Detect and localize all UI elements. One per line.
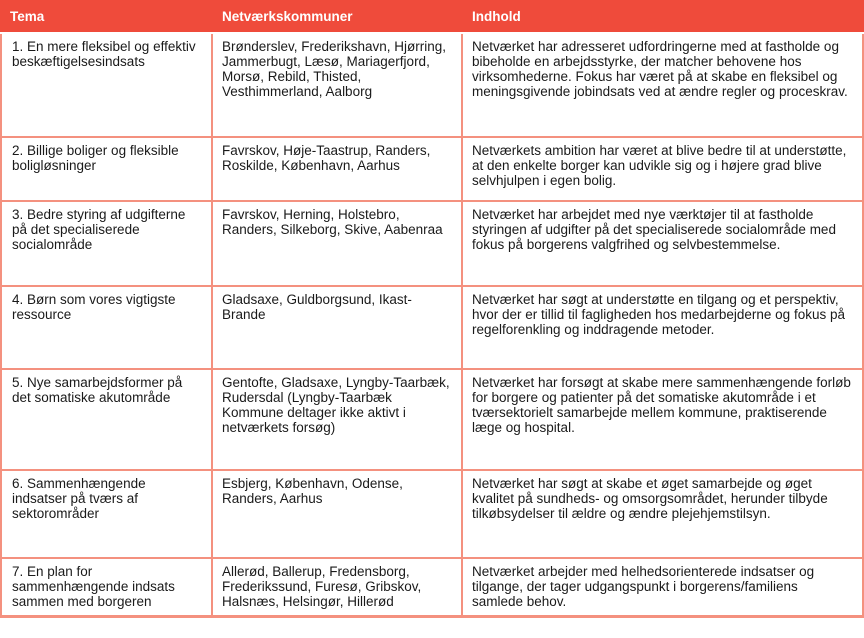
indhold-cell: Netværket har forsøgt at skabe mere sammenhængende forløb for borgere og patienter på det somatiske akutområde i et tværsektorielt samarbejde mellem kommune, praktiserende læge og hospital. bbox=[472, 375, 851, 435]
indhold-cell: Netværket har adresseret udfordringerne med at fastholde og bibeholde en arbejdsstyrke, der matcher behovene hos virksomhederne. Fokus har været på at skabe en fleksibel og meningsgivende jobindsats ved at ændre regler og proceskrav. bbox=[472, 39, 848, 99]
tema-cell: 7. En plan for sammenhængende indsats sammen med borgeren bbox=[2, 559, 213, 615]
table-row bbox=[2, 34, 862, 138]
kommuner-cell: Gladsaxe, Guldborgsund, Ikast-Brande bbox=[213, 287, 463, 368]
kommuner-cell: Favrskov, Høje-Taastrup, Randers, Roskilde, København, Aarhus bbox=[213, 138, 463, 200]
kommuner-cell: Gentofte, Gladsaxe, Lyngby-Taarbæk, Rudersdal (Lyngby-Taarbæk Kommune deltager ikke aktivt i netværkets forsøg) bbox=[213, 370, 463, 469]
kommuner-cell: Brønderslev, Frederikshavn, Hjørring, Jammerbugt, Læsø, Mariagerfjord, Morsø, Rebild, Thisted, Vesthimmerland, Aalborg bbox=[213, 34, 463, 136]
table-row bbox=[2, 202, 862, 287]
kommuner-cell: Esbjerg, København, Odense, Randers, Aarhus bbox=[213, 471, 463, 557]
tema-cell: 3. Bedre styring af udgifterne på det specialiserede socialområde bbox=[2, 202, 213, 285]
table-body bbox=[0, 34, 864, 618]
table-row bbox=[2, 138, 862, 202]
kommuner-cell: Allerød, Ballerup, Fredensborg, Frederikssund, Furesø, Gribskov, Halsnæs, Helsingør, Hillerød bbox=[213, 559, 463, 615]
tema-cell: 6. Sammenhængende indsatser på tværs af sektorområder bbox=[2, 471, 213, 557]
table-row bbox=[2, 559, 862, 615]
column-header-netvaerkskommuner: Netværkskommuner bbox=[222, 8, 353, 24]
indhold-cell: Netværkets ambition har været at blive bedre til at understøtte, at den enkelte borger kan udvikle sig og i højere grad blive selvhjulpen i egen bolig. bbox=[472, 143, 847, 188]
tema-cell: 1. En mere fleksibel og effektiv beskæftigelsesindsats bbox=[2, 34, 213, 136]
tema-cell: 2. Billige boliger og fleksible boligløsninger bbox=[2, 138, 213, 200]
tema-cell: 4. Børn som vores vigtigste ressource bbox=[2, 287, 213, 368]
indhold-cell: Netværket har søgt at understøtte en tilgang og et perspektiv, hvor der er tillid til fagligheden hos medarbejderne og fokus på regelforenkling og inddragende metoder. bbox=[472, 292, 845, 337]
table-header-row bbox=[0, 0, 864, 32]
tema-cell: 5. Nye samarbejdsformer på det somatiske akutområde bbox=[2, 370, 213, 469]
column-header-indhold: Indhold bbox=[472, 8, 521, 24]
table-row bbox=[2, 287, 862, 370]
kommuner-cell: Favrskov, Herning, Holstebro, Randers, Silkeborg, Skive, Aabenraa bbox=[213, 202, 463, 285]
indhold-cell: Netværket arbejder med helhedsorienterede indsatser og tilgange, der tager udgangspunkt i borgerens/familiens samlede behov. bbox=[472, 564, 815, 609]
table-row bbox=[2, 471, 862, 559]
indhold-cell: Netværket har arbejdet med nye værktøjer til at fastholde styringen af udgifter på det specialiserede socialområde med fokus på borgerens valgfrihed og selvbestemmelse. bbox=[472, 207, 836, 252]
table-row bbox=[2, 370, 862, 471]
column-header-tema: Tema bbox=[10, 8, 45, 24]
indhold-cell: Netværket har søgt at skabe et øget samarbejde og øget kvalitet på sundheds- og omsorgsområdet, herunder tilbyde tilkøbsydelser til ældre og ændre plejehjemstilsyn. bbox=[472, 476, 828, 521]
